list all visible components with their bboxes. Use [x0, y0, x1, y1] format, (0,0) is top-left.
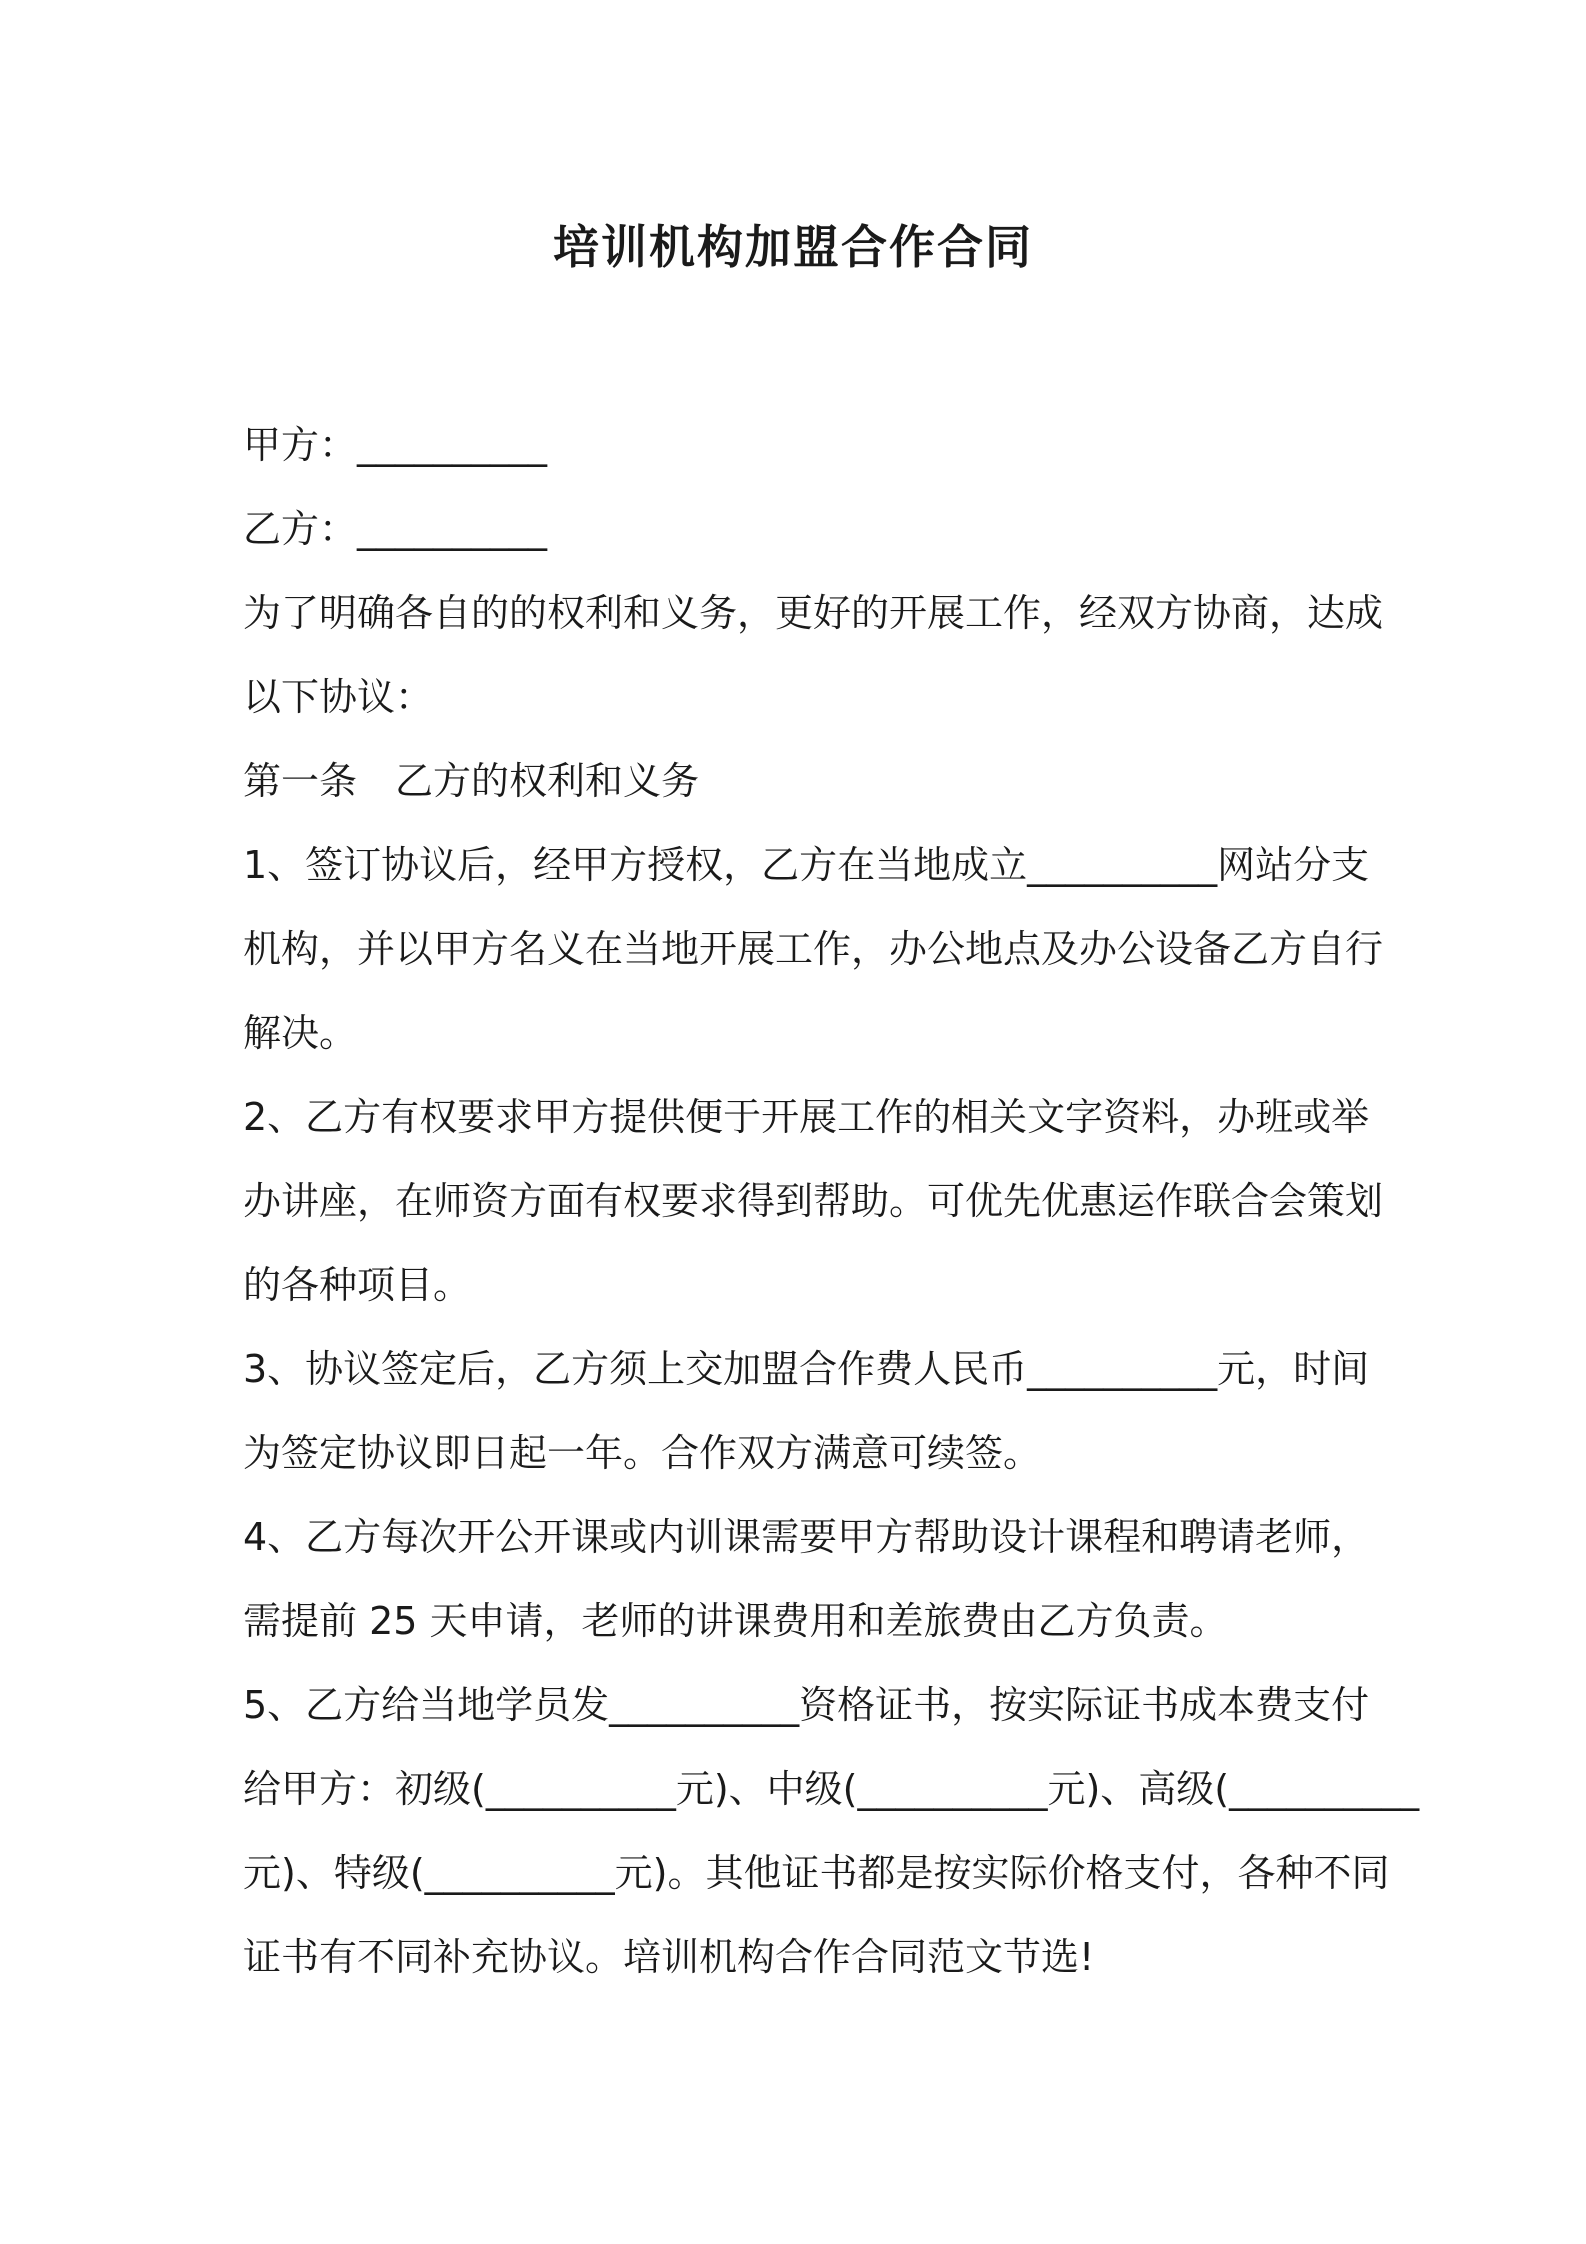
document-title: 培训机构加盟合作合同	[553, 220, 1033, 274]
clause-3-line-1: 3、协议签定后，乙方须上交加盟合作费人民币__________元，时间	[243, 1347, 1370, 1391]
contract-body	[243, 403, 1420, 1999]
article-one-heading: 第一条 乙方的权利和义务	[243, 759, 700, 803]
preamble-line-2: 以下协议：	[243, 675, 434, 719]
clause-5-line-2: 给甲方：初级(__________元)、中级(__________元)、高级(__________	[243, 1767, 1420, 1811]
clause-5-line-4: 证书有不同补充协议。培训机构合作合同范文节选!	[243, 1935, 1095, 1979]
clause-1-line-2: 机构，并以甲方名义在当地开展工作，办公地点及办公设备乙方自行	[243, 927, 1384, 971]
clause-3-line-2: 为签定协议即日起一年。合作双方满意可续签。	[243, 1431, 1042, 1475]
preamble-line-1: 为了明确各自的的权利和义务，更好的开展工作，经双方协商，达成	[243, 591, 1384, 635]
party-a-line: 甲方：__________	[243, 423, 548, 467]
party-b-line: 乙方：__________	[243, 507, 548, 551]
clause-4-line-1: 4、乙方每次开公开课或内训课需要甲方帮助设计课程和聘请老师，	[243, 1515, 1370, 1559]
clause-2-line-1: 2、乙方有权要求甲方提供便于开展工作的相关文字资料，办班或举	[243, 1095, 1370, 1139]
clause-5-line-1: 5、乙方给当地学员发__________资格证书，按实际证书成本费支付	[243, 1683, 1370, 1727]
clause-5-line-3: 元)、特级(__________元)。其他证书都是按实际价格支付，各种不同	[243, 1851, 1390, 1895]
clause-2-line-2: 办讲座，在师资方面有权要求得到帮助。可优先优惠运作联合会策划	[243, 1179, 1384, 1223]
clause-4-line-2: 需提前 25 天申请，老师的讲课费用和差旅费由乙方负责。	[243, 1599, 1228, 1643]
clause-2-line-3: 的各种项目。	[243, 1263, 472, 1307]
clause-1-line-3: 解决。	[243, 1011, 358, 1055]
clause-1-line-1: 1、签订协议后，经甲方授权，乙方在当地成立__________网站分支	[243, 843, 1370, 887]
